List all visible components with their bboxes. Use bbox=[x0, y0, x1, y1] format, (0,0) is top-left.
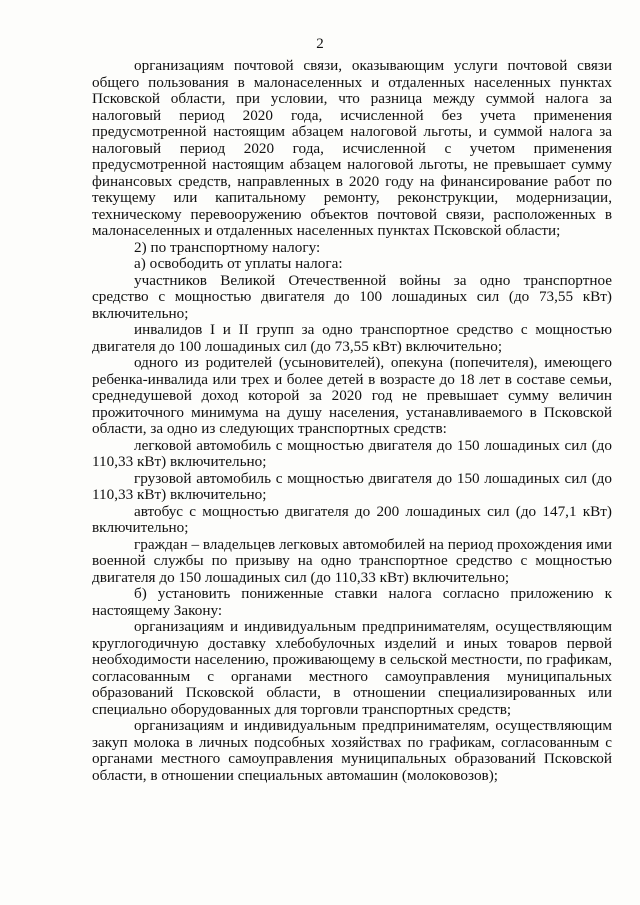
document-body bbox=[92, 58, 612, 784]
paragraph-bus: автобус с мощностью двигателя до 200 лошадиных сил (до 147,1 кВт) включительно; bbox=[92, 502, 612, 536]
paragraph-transport-tax-heading: 2) по транспортному налогу: bbox=[134, 238, 321, 256]
paragraph-exemption-heading: а) освободить от уплаты налога: bbox=[134, 255, 343, 272]
paragraph-bread-delivery: организациям и индивидуальным предпринимателям, осуществляющим круглогодичную доставку хлебобулочных изделий и иных товаров первой необходимости населению, проживающему в сельской местности, по графикам, согласованным с органами местного самоуправления муниципальных образований Псковской области, в отношении специализированных или специально оборудованных для торговли транспортных средств; bbox=[92, 618, 612, 718]
page-number: 2 bbox=[316, 36, 324, 52]
paragraph-truck: грузовой автомобиль с мощностью двигателя до 150 лошадиных сил (до 110,33 кВт) включительно; bbox=[92, 469, 612, 503]
paragraph-milk-collection: организациям и индивидуальным предпринимателям, осуществляющим закуп молока в личных подсобных хозяйствах по графикам, согласованным с органами местного самоуправления муниципальных образований Псковской области, в отношении специальных автомашин (молоковозов); bbox=[92, 717, 612, 784]
paragraph-reduced-rates-heading: б) установить пониженные ставки налога согласно приложению к настоящему Закону: bbox=[92, 585, 612, 619]
paragraph-parents: одного из родителей (усыновителей), опекуна (попечителя), имеющего ребенка-инвалида или трех и более детей в возрасте до 18 лет в составе семьи, среднедушевой доход которой за 2020 год не превышает сумму величин прожиточного минимума на душу населения, устанавливаемого в Псковской области, за одно из следующих транспортных средств: bbox=[92, 354, 612, 437]
paragraph-postal-organizations: организациям почтовой связи, оказывающим услуги почтовой связи общего пользования в малонаселенных и отдаленных населенных пунктах Псковской области, при условии, что разница между суммой налога за налоговый период 2020 года, исчисленной без учета применения предусмотренной настоящим абзацем налоговой льготы, и суммой налога за налоговый период 2020 года, исчисленной с учетом применения предусмотренной настоящим абзацем налоговой льготы, не превышает сумму финансовых средств, направленных в 2020 году на финансирование работ по текущему или капитальному ремонту, реконструкции, модернизации, техническому перевооружению объектов почтовой связи, расположенных в малонаселенных и отдаленных населенных пунктах Псковской области; bbox=[92, 57, 612, 239]
paragraph-war-veterans: участников Великой Отечественной войны за одно транспортное средство с мощностью двигателя до 100 лошадиных сил (до 73,55 кВт) включительно; bbox=[92, 271, 612, 322]
paragraph-passenger-car: легковой автомобиль с мощностью двигателя до 150 лошадиных сил (до 110,33 кВт) включительно; bbox=[92, 436, 612, 470]
paragraph-military-service: граждан – владельцев легковых автомобилей на период прохождения ими военной службы по призыву на одно транспортное средство с мощностью двигателя до 150 лошадиных сил (до 110,33 кВт) включительно; bbox=[92, 535, 613, 586]
paragraph-disabled-persons: инвалидов I и II групп за одно транспортное средство с мощностью двигателя до 100 лошадиных сил (до 73,55 кВт) включительно; bbox=[92, 321, 612, 355]
